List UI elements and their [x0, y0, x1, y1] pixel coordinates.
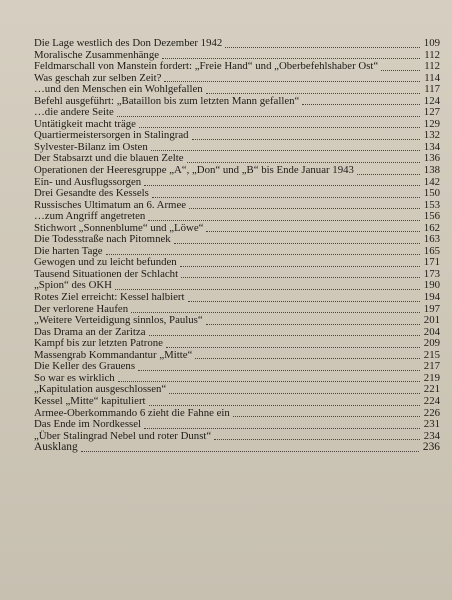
toc-entry-title: Ein- und Ausflugssorgen	[34, 175, 142, 188]
toc-entry-page-number: 124	[423, 94, 440, 107]
toc-entry-title: Moralische Zusammenhänge	[34, 48, 160, 61]
toc-entry-page-number: 226	[423, 406, 440, 419]
toc-entry-title: Armee-Oberkommando 6 zieht die Fahne ein	[34, 406, 230, 419]
toc-entry-title: „Kapitulation ausgeschlossen“	[34, 383, 167, 396]
toc-entry-title: Quartiermeistersorgen in Stalingrad	[34, 129, 189, 142]
toc-entry-title: „Weitere Verteidigung sinnlos, Paulus“	[34, 314, 203, 327]
toc-entry-title: Die Todesstraße nach Pitomnek	[34, 233, 171, 246]
toc-entry-page-number: 117	[424, 83, 440, 96]
toc-entry-title: …zum Angriff angetreten	[34, 210, 146, 223]
toc-entry-page-number: 204	[423, 325, 440, 338]
table-of-contents	[34, 38, 440, 454]
toc-entry-page-number: 221	[423, 383, 440, 396]
toc-entry-page-number: 150	[423, 187, 440, 200]
toc-entry-title: Drei Gesandte des Kessels	[34, 187, 149, 200]
toc-entry-page-number: 112	[424, 48, 440, 61]
toc-entry-title: …die andere Seite	[34, 106, 114, 119]
toc-leader-dots	[81, 439, 419, 452]
toc-entry-page-number: 209	[423, 337, 440, 350]
toc-entry-page-number: 217	[423, 360, 440, 373]
toc-entry-title: Massengrab Kommandantur „Mitte“	[34, 348, 193, 361]
toc-entry-page-number: 197	[423, 302, 440, 315]
toc-entry-title: Operationen der Heeresgruppe „A“, „Don“ und „B“ bis Ende Januar 1943	[34, 164, 354, 177]
toc-entry-page-number: 234	[423, 429, 440, 442]
toc-entry-title: Befehl ausgeführt: „Bataillon bis zum letzten Mann gefallen“	[34, 94, 300, 107]
toc-entry-title: Feldmarschall von Manstein fordert: „Freie Hand“ und „Oberbefehlshaber Ost“	[34, 60, 379, 73]
toc-entry-page-number: 215	[423, 348, 440, 361]
toc-entry-page-number: 162	[423, 221, 440, 234]
toc-entry-page-number: 109	[423, 37, 440, 49]
toc-entry-title: Die harten Tage	[34, 244, 103, 257]
toc-entry-title: Ausklang	[34, 441, 78, 454]
toc-entry-title: Stichwort „Sonnenblume“ und „Löwe“	[34, 221, 204, 234]
toc-entry-page-number: 219	[423, 371, 440, 384]
toc-entry	[34, 442, 440, 454]
toc-entry-title: Der verlorene Haufen	[34, 302, 129, 315]
toc-entry-title: Der Stabsarzt und die blauen Zelte	[34, 152, 184, 165]
toc-entry-title: So war es wirklich	[34, 371, 115, 384]
toc-entry-page-number: 136	[423, 152, 440, 165]
toc-entry-page-number: 156	[423, 210, 440, 223]
toc-entry-page-number: 129	[423, 117, 440, 130]
toc-entry-page-number: 231	[423, 418, 440, 431]
toc-entry-page-number: 112	[424, 60, 440, 73]
toc-entry-title: Sylvester-Bilanz im Osten	[34, 140, 148, 153]
toc-entry-title: Gewogen und zu leicht befunden	[34, 256, 177, 269]
toc-entry-page-number: 236	[422, 441, 440, 454]
toc-entry-title: Russisches Ultimatum an 6. Armee	[34, 198, 187, 211]
toc-entry-page-number: 171	[423, 256, 440, 269]
toc-entry-page-number: 138	[423, 164, 440, 177]
toc-entry-page-number: 153	[423, 198, 440, 211]
toc-entry-title: Was geschah zur selben Zeit?	[34, 71, 162, 84]
toc-entry-title: „Über Stalingrad Nebel und roter Dunst“	[34, 429, 212, 442]
toc-entry-page-number: 201	[423, 314, 440, 327]
toc-entry-page-number: 165	[423, 244, 440, 257]
toc-entry-title: Kessel „Mitte“ kapituliert	[34, 394, 146, 407]
toc-entry-title: Das Drama an der Zaritza	[34, 325, 146, 338]
toc-entry-page-number: 163	[423, 233, 440, 246]
toc-entry-page-number: 142	[423, 175, 440, 188]
toc-entry-page-number: 114	[424, 71, 440, 84]
toc-entry-page-number: 127	[423, 106, 440, 119]
toc-entry-title: „Spion“ des OKH	[34, 279, 112, 292]
toc-entry-title: Kampf bis zur letzten Patrone	[34, 337, 163, 350]
toc-entry-page-number: 132	[423, 129, 440, 142]
toc-entry-page-number: 134	[423, 140, 440, 153]
toc-entry-page-number: 194	[423, 291, 440, 304]
toc-entry-title: Rotes Ziel erreicht: Kessel halbiert	[34, 291, 185, 304]
toc-entry-title: Die Lage westlich des Don Dezember 1942	[34, 37, 223, 49]
toc-entry-title: Tausend Situationen der Schlacht	[34, 267, 179, 280]
toc-entry-page-number: 224	[423, 394, 440, 407]
toc-entry-title: …und den Menschen ein Wohlgefallen	[34, 83, 203, 96]
toc-entry-title: Das Ende im Nordkessel	[34, 418, 142, 431]
toc-entry-title: Untätigkeit macht träge	[34, 117, 136, 130]
toc-entry-page-number: 173	[423, 267, 440, 280]
toc-entry-page-number: 190	[423, 279, 440, 292]
toc-entry-title: Die Keller des Grauens	[34, 360, 136, 373]
